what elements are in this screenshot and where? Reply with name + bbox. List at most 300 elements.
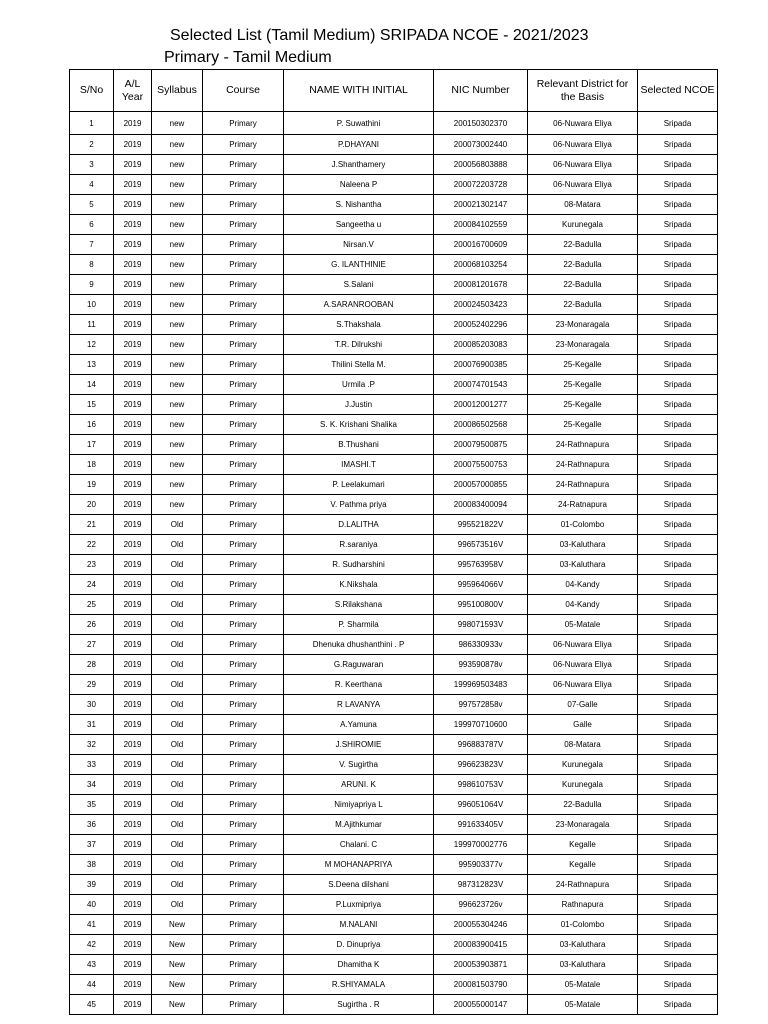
cell-name: M.NALANI — [284, 915, 434, 935]
cell-name: S. Nishantha — [284, 195, 434, 215]
cell-course: Primary — [203, 155, 284, 175]
cell-syllabus: Old — [152, 595, 203, 615]
cell-syllabus: Old — [152, 515, 203, 535]
cell-al-year: 2019 — [114, 775, 152, 795]
cell-syllabus: new — [152, 475, 203, 495]
cell-ncoe: Sripada — [638, 495, 718, 515]
cell-syllabus: Old — [152, 795, 203, 815]
cell-nic: 200012001277 — [434, 395, 528, 415]
cell-syllabus: new — [152, 355, 203, 375]
cell-syllabus: Old — [152, 615, 203, 635]
cell-district: 08-Matara — [528, 735, 638, 755]
cell-name: R. Keerthana — [284, 675, 434, 695]
cell-nic: 200150302370 — [434, 112, 528, 135]
cell-district: 25-Kegalle — [528, 415, 638, 435]
column-header-syllabus: Syllabus — [152, 70, 203, 112]
cell-ncoe: Sripada — [638, 155, 718, 175]
cell-district: Kurunegala — [528, 215, 638, 235]
cell-course: Primary — [203, 235, 284, 255]
cell-syllabus: new — [152, 175, 203, 195]
cell-syllabus: Old — [152, 695, 203, 715]
table-header-row — [70, 70, 718, 112]
cell-syllabus: new — [152, 415, 203, 435]
cell-sno: 13 — [70, 355, 114, 375]
cell-name: V. Pathma priya — [284, 495, 434, 515]
cell-nic: 998071593V — [434, 615, 528, 635]
cell-sno: 25 — [70, 595, 114, 615]
cell-course: Primary — [203, 215, 284, 235]
table-row — [70, 575, 718, 595]
table-row — [70, 535, 718, 555]
cell-syllabus: Old — [152, 575, 203, 595]
column-header-name: NAME WITH INITIAL — [284, 70, 434, 112]
cell-district: 23-Monaragala — [528, 315, 638, 335]
cell-ncoe: Sripada — [638, 195, 718, 215]
cell-syllabus: New — [152, 995, 203, 1015]
cell-syllabus: new — [152, 235, 203, 255]
cell-sno: 10 — [70, 295, 114, 315]
cell-course: Primary — [203, 415, 284, 435]
cell-nic: 199970002776 — [434, 835, 528, 855]
table-row — [70, 235, 718, 255]
cell-sno: 6 — [70, 215, 114, 235]
table-row — [70, 175, 718, 195]
cell-course: Primary — [203, 315, 284, 335]
cell-name: B.Thushani — [284, 435, 434, 455]
cell-ncoe: Sripada — [638, 615, 718, 635]
cell-syllabus: new — [152, 395, 203, 415]
cell-al-year: 2019 — [114, 715, 152, 735]
table-row — [70, 135, 718, 155]
cell-nic: 998610753V — [434, 775, 528, 795]
cell-syllabus: Old — [152, 835, 203, 855]
cell-district: 03-Kaluthara — [528, 955, 638, 975]
cell-ncoe: Sripada — [638, 875, 718, 895]
cell-nic: 200076900385 — [434, 355, 528, 375]
cell-al-year: 2019 — [114, 955, 152, 975]
cell-course: Primary — [203, 495, 284, 515]
cell-sno: 7 — [70, 235, 114, 255]
cell-ncoe: Sripada — [638, 135, 718, 155]
cell-sno: 39 — [70, 875, 114, 895]
cell-course: Primary — [203, 335, 284, 355]
cell-sno: 32 — [70, 735, 114, 755]
cell-district: 22-Badulla — [528, 275, 638, 295]
table-row — [70, 215, 718, 235]
cell-nic: 200024503423 — [434, 295, 528, 315]
cell-district: 25-Kegalle — [528, 375, 638, 395]
cell-sno: 35 — [70, 795, 114, 815]
column-header-sno: S/No — [70, 70, 114, 112]
cell-district: 06-Nuwara Eliya — [528, 675, 638, 695]
cell-syllabus: Old — [152, 535, 203, 555]
cell-al-year: 2019 — [114, 515, 152, 535]
cell-syllabus: new — [152, 255, 203, 275]
cell-district: 04-Kandy — [528, 575, 638, 595]
cell-course: Primary — [203, 715, 284, 735]
cell-course: Primary — [203, 295, 284, 315]
cell-ncoe: Sripada — [638, 955, 718, 975]
cell-sno: 28 — [70, 655, 114, 675]
table-row — [70, 295, 718, 315]
cell-nic: 200056803888 — [434, 155, 528, 175]
cell-course: Primary — [203, 875, 284, 895]
cell-ncoe: Sripada — [638, 995, 718, 1015]
cell-district: Kurunegala — [528, 755, 638, 775]
cell-al-year: 2019 — [114, 935, 152, 955]
cell-syllabus: Old — [152, 675, 203, 695]
cell-syllabus: New — [152, 975, 203, 995]
cell-al-year: 2019 — [114, 615, 152, 635]
cell-ncoe: Sripada — [638, 515, 718, 535]
cell-district: 22-Badulla — [528, 795, 638, 815]
cell-ncoe: Sripada — [638, 215, 718, 235]
cell-district: 24-Rathnapura — [528, 875, 638, 895]
table-row — [70, 275, 718, 295]
cell-al-year: 2019 — [114, 575, 152, 595]
cell-district: 05-Matale — [528, 615, 638, 635]
cell-ncoe: Sripada — [638, 415, 718, 435]
cell-syllabus: Old — [152, 635, 203, 655]
cell-al-year: 2019 — [114, 695, 152, 715]
cell-al-year: 2019 — [114, 255, 152, 275]
cell-al-year: 2019 — [114, 755, 152, 775]
cell-ncoe: Sripada — [638, 975, 718, 995]
cell-al-year: 2019 — [114, 375, 152, 395]
cell-district: 06-Nuwara Eliya — [528, 112, 638, 135]
cell-sno: 8 — [70, 255, 114, 275]
cell-district: 22-Badulla — [528, 295, 638, 315]
cell-district: 05-Matale — [528, 975, 638, 995]
cell-nic: 997572858v — [434, 695, 528, 715]
table-row — [70, 335, 718, 355]
cell-course: Primary — [203, 395, 284, 415]
table-row — [70, 895, 718, 915]
cell-district: 23-Monaragala — [528, 815, 638, 835]
page-title: Selected List (Tamil Medium) SRIPADA NCOE - 2021/2023 — [170, 27, 589, 44]
cell-name: R LAVANYA — [284, 695, 434, 715]
cell-nic: 991633405V — [434, 815, 528, 835]
table-row — [70, 195, 718, 215]
cell-ncoe: Sripada — [638, 375, 718, 395]
cell-syllabus: new — [152, 275, 203, 295]
cell-syllabus: Old — [152, 895, 203, 915]
table-row — [70, 915, 718, 935]
table-row — [70, 495, 718, 515]
cell-al-year: 2019 — [114, 435, 152, 455]
table-row — [70, 112, 718, 135]
cell-sno: 27 — [70, 635, 114, 655]
cell-district: 08-Matara — [528, 195, 638, 215]
cell-al-year: 2019 — [114, 415, 152, 435]
cell-name: Chalani. C — [284, 835, 434, 855]
cell-al-year: 2019 — [114, 112, 152, 135]
cell-syllabus: Old — [152, 775, 203, 795]
table-row — [70, 615, 718, 635]
cell-nic: 200072203728 — [434, 175, 528, 195]
cell-syllabus: new — [152, 295, 203, 315]
cell-nic: 996623823V — [434, 755, 528, 775]
cell-name: Nirsan.V — [284, 235, 434, 255]
table-row — [70, 735, 718, 755]
cell-district: 03-Kaluthara — [528, 535, 638, 555]
cell-name: S.Salani — [284, 275, 434, 295]
cell-name: M MOHANAPRIYA — [284, 855, 434, 875]
cell-syllabus: new — [152, 195, 203, 215]
cell-course: Primary — [203, 915, 284, 935]
table-row — [70, 435, 718, 455]
cell-ncoe: Sripada — [638, 275, 718, 295]
cell-sno: 26 — [70, 615, 114, 635]
cell-sno: 41 — [70, 915, 114, 935]
cell-nic: 995964066V — [434, 575, 528, 595]
cell-course: Primary — [203, 895, 284, 915]
cell-sno: 34 — [70, 775, 114, 795]
cell-course: Primary — [203, 375, 284, 395]
cell-syllabus: Old — [152, 875, 203, 895]
cell-syllabus: Old — [152, 655, 203, 675]
cell-sno: 44 — [70, 975, 114, 995]
cell-course: Primary — [203, 735, 284, 755]
cell-district: 22-Badulla — [528, 235, 638, 255]
cell-syllabus: new — [152, 315, 203, 335]
cell-course: Primary — [203, 112, 284, 135]
cell-district: Kegalle — [528, 835, 638, 855]
cell-district: 01-Colombo — [528, 915, 638, 935]
cell-ncoe: Sripada — [638, 395, 718, 415]
cell-sno: 42 — [70, 935, 114, 955]
cell-ncoe: Sripada — [638, 715, 718, 735]
cell-ncoe: Sripada — [638, 895, 718, 915]
cell-ncoe: Sripada — [638, 695, 718, 715]
cell-nic: 995521822V — [434, 515, 528, 535]
cell-syllabus: New — [152, 915, 203, 935]
table-row — [70, 715, 718, 735]
cell-nic: 200081503790 — [434, 975, 528, 995]
cell-nic: 200084102559 — [434, 215, 528, 235]
cell-ncoe: Sripada — [638, 475, 718, 495]
cell-ncoe: Sripada — [638, 595, 718, 615]
cell-al-year: 2019 — [114, 155, 152, 175]
cell-nic: 200068103254 — [434, 255, 528, 275]
cell-ncoe: Sripada — [638, 255, 718, 275]
cell-district: 25-Kegalle — [528, 395, 638, 415]
cell-sno: 5 — [70, 195, 114, 215]
cell-sno: 2 — [70, 135, 114, 155]
cell-syllabus: Old — [152, 735, 203, 755]
cell-ncoe: Sripada — [638, 295, 718, 315]
cell-syllabus: new — [152, 335, 203, 355]
cell-ncoe: Sripada — [638, 915, 718, 935]
cell-course: Primary — [203, 355, 284, 375]
cell-al-year: 2019 — [114, 835, 152, 855]
cell-al-year: 2019 — [114, 535, 152, 555]
table-row — [70, 755, 718, 775]
table-row — [70, 695, 718, 715]
cell-al-year: 2019 — [114, 275, 152, 295]
cell-ncoe: Sripada — [638, 835, 718, 855]
cell-name: K.Nikshala — [284, 575, 434, 595]
cell-nic: 996623726v — [434, 895, 528, 915]
cell-course: Primary — [203, 615, 284, 635]
cell-name: S.Thakshala — [284, 315, 434, 335]
cell-name: R. Sudharshini — [284, 555, 434, 575]
cell-course: Primary — [203, 455, 284, 475]
cell-course: Primary — [203, 955, 284, 975]
cell-al-year: 2019 — [114, 595, 152, 615]
table-row — [70, 415, 718, 435]
cell-ncoe: Sripada — [638, 455, 718, 475]
cell-district: 06-Nuwara Eliya — [528, 155, 638, 175]
cell-ncoe: Sripada — [638, 575, 718, 595]
cell-name: S.Deena dilshani — [284, 875, 434, 895]
cell-nic: 200021302147 — [434, 195, 528, 215]
cell-district: 22-Badulla — [528, 255, 638, 275]
cell-district: 24-Ratnapura — [528, 495, 638, 515]
table-row — [70, 355, 718, 375]
cell-al-year: 2019 — [114, 995, 152, 1015]
cell-al-year: 2019 — [114, 395, 152, 415]
cell-al-year: 2019 — [114, 195, 152, 215]
cell-syllabus: new — [152, 155, 203, 175]
cell-name: Nimiyapriya L — [284, 795, 434, 815]
cell-sno: 19 — [70, 475, 114, 495]
cell-al-year: 2019 — [114, 915, 152, 935]
table-row — [70, 775, 718, 795]
cell-name: Dhenuka dhushanthini . P — [284, 635, 434, 655]
cell-nic: 996051064V — [434, 795, 528, 815]
cell-al-year: 2019 — [114, 735, 152, 755]
cell-sno: 21 — [70, 515, 114, 535]
cell-course: Primary — [203, 435, 284, 455]
cell-syllabus: new — [152, 135, 203, 155]
table-row — [70, 935, 718, 955]
cell-ncoe: Sripada — [638, 112, 718, 135]
cell-name: R.saraniya — [284, 535, 434, 555]
cell-course: Primary — [203, 555, 284, 575]
cell-al-year: 2019 — [114, 795, 152, 815]
cell-district: 07-Galle — [528, 695, 638, 715]
table-row — [70, 875, 718, 895]
table-row — [70, 835, 718, 855]
cell-district: 06-Nuwara Eliya — [528, 135, 638, 155]
cell-sno: 1 — [70, 112, 114, 135]
column-header-al-year: A/L Year — [114, 70, 152, 112]
cell-sno: 36 — [70, 815, 114, 835]
cell-al-year: 2019 — [114, 675, 152, 695]
cell-ncoe: Sripada — [638, 675, 718, 695]
cell-al-year: 2019 — [114, 495, 152, 515]
cell-syllabus: new — [152, 495, 203, 515]
table-row — [70, 315, 718, 335]
cell-name: G. ILANTHINIE — [284, 255, 434, 275]
cell-nic: 200081201678 — [434, 275, 528, 295]
cell-name: P.Luxmipriya — [284, 895, 434, 915]
column-header-ncoe: Selected NCOE — [638, 70, 718, 112]
table-row — [70, 855, 718, 875]
table-row — [70, 155, 718, 175]
cell-ncoe: Sripada — [638, 755, 718, 775]
table-row — [70, 395, 718, 415]
cell-nic: 200073002440 — [434, 135, 528, 155]
cell-sno: 3 — [70, 155, 114, 175]
cell-al-year: 2019 — [114, 455, 152, 475]
cell-syllabus: new — [152, 112, 203, 135]
cell-district: 06-Nuwara Eliya — [528, 635, 638, 655]
cell-nic: 199969503483 — [434, 675, 528, 695]
cell-sno: 20 — [70, 495, 114, 515]
cell-name: Sangeetha u — [284, 215, 434, 235]
cell-course: Primary — [203, 775, 284, 795]
table-row — [70, 655, 718, 675]
cell-name: J.Shanthamery — [284, 155, 434, 175]
cell-course: Primary — [203, 575, 284, 595]
cell-sno: 15 — [70, 395, 114, 415]
cell-sno: 33 — [70, 755, 114, 775]
cell-course: Primary — [203, 475, 284, 495]
cell-al-year: 2019 — [114, 655, 152, 675]
cell-name: A.SARANROOBAN — [284, 295, 434, 315]
cell-sno: 4 — [70, 175, 114, 195]
cell-ncoe: Sripada — [638, 315, 718, 335]
cell-nic: 200085203083 — [434, 335, 528, 355]
cell-syllabus: Old — [152, 815, 203, 835]
cell-sno: 31 — [70, 715, 114, 735]
cell-syllabus: Old — [152, 715, 203, 735]
table-row — [70, 995, 718, 1015]
cell-course: Primary — [203, 175, 284, 195]
cell-course: Primary — [203, 695, 284, 715]
cell-ncoe: Sripada — [638, 735, 718, 755]
cell-al-year: 2019 — [114, 815, 152, 835]
cell-nic: 200086502568 — [434, 415, 528, 435]
cell-syllabus: new — [152, 375, 203, 395]
cell-district: 05-Matale — [528, 995, 638, 1015]
cell-name: R.SHIYAMALA — [284, 975, 434, 995]
cell-syllabus: Old — [152, 555, 203, 575]
column-header-course: Course — [203, 70, 284, 112]
cell-al-year: 2019 — [114, 475, 152, 495]
cell-syllabus: Old — [152, 855, 203, 875]
table-row — [70, 475, 718, 495]
cell-ncoe: Sripada — [638, 655, 718, 675]
cell-district: 03-Kaluthara — [528, 935, 638, 955]
table-row — [70, 595, 718, 615]
cell-al-year: 2019 — [114, 635, 152, 655]
cell-name: G.Raguwaran — [284, 655, 434, 675]
cell-name: A.Yamuna — [284, 715, 434, 735]
cell-nic: 200083900415 — [434, 935, 528, 955]
cell-al-year: 2019 — [114, 175, 152, 195]
cell-name: T.R. Dilrukshi — [284, 335, 434, 355]
table-row — [70, 555, 718, 575]
table-row — [70, 255, 718, 275]
cell-al-year: 2019 — [114, 235, 152, 255]
cell-course: Primary — [203, 975, 284, 995]
cell-course: Primary — [203, 795, 284, 815]
cell-district: 04-Kandy — [528, 595, 638, 615]
cell-district: 01-Colombo — [528, 515, 638, 535]
cell-sno: 45 — [70, 995, 114, 1015]
cell-name: S. K. Krishani Shalika — [284, 415, 434, 435]
cell-district: 03-Kaluthara — [528, 555, 638, 575]
table-row — [70, 455, 718, 475]
cell-name: Naleena P — [284, 175, 434, 195]
cell-syllabus: new — [152, 455, 203, 475]
cell-sno: 11 — [70, 315, 114, 335]
cell-nic: 199970710600 — [434, 715, 528, 735]
cell-course: Primary — [203, 515, 284, 535]
